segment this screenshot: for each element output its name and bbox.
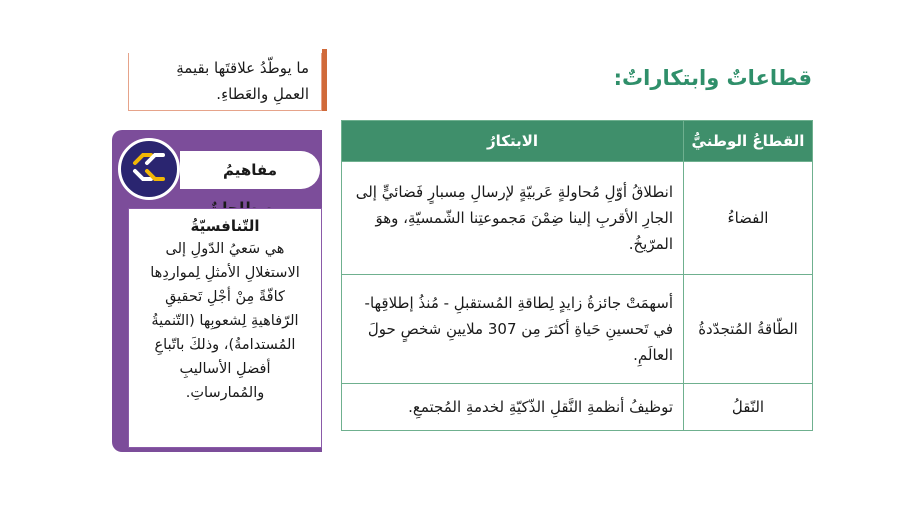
table-row bbox=[342, 162, 813, 275]
sector-cell: الفضاءُ bbox=[684, 162, 813, 275]
sectors-table bbox=[341, 120, 813, 431]
header-sector: القطاعُ الوطنيُّ bbox=[684, 121, 813, 162]
previous-note-box bbox=[128, 53, 322, 111]
table-header-row bbox=[342, 121, 813, 162]
innovation-cell: أسهمَتْ جائزةُ زايدٍ لِطاقةِ المُستقبلِ - مُنذُ إطلاقِها- في تَحسينِ حَياةِ أكثرَ مِن 307 ملايينِ شخصٍ حولَ العالَمِ. bbox=[342, 275, 684, 384]
concepts-logo-icon bbox=[118, 138, 180, 200]
sector-cell: الطّاقةُ المُتجدّدةُ bbox=[684, 275, 813, 384]
sector-cell: النّقلُ bbox=[684, 384, 813, 431]
table-row bbox=[342, 384, 813, 431]
note-line-2: العملِ والعَطاءِ. bbox=[216, 85, 309, 103]
concept-term: التّنافسيّةُ bbox=[190, 217, 260, 235]
header-innovation: الابتكارُ bbox=[342, 121, 684, 162]
table-row bbox=[342, 275, 813, 384]
concepts-body bbox=[128, 208, 322, 448]
note-line-1: ما يوطّدُ علاقتَها بقيمةِ bbox=[176, 59, 309, 77]
innovation-cell: انطلاقُ أوّلِ مُحاولةٍ عَربيّةٍ لإرسالِ مِسبارٍ فَضائيٍّ إلى الجارِ الأقربِ إلينا ضِمْنَ مَجموعتِنا الشّمسيّةِ، وهوَ المرّيخُ. bbox=[342, 162, 684, 275]
concepts-logo-svg bbox=[121, 141, 177, 197]
concepts-header: مفاهيمُ bbox=[180, 151, 320, 189]
section-title: قطاعاتٌ وابتكاراتٌ: bbox=[613, 66, 812, 90]
innovation-cell: توظيفُ أنظمةِ النَّقلِ الذّكيّةِ لخدمةِ المُجتمعِ. bbox=[342, 384, 684, 431]
concept-definition: هي سَعيُ الدّولِ إلى الاستغلالِ الأمثلِ لِمواردِها كافّةً مِنْ أجْلِ تَحقيقِ الرّفاهيةِ لِشعوبِها (التّنميةُ المُستدامةُ)، وذلكَ باتّباعِ أفضلِ الأساليبِ والمُمارساتِ. bbox=[150, 241, 300, 401]
